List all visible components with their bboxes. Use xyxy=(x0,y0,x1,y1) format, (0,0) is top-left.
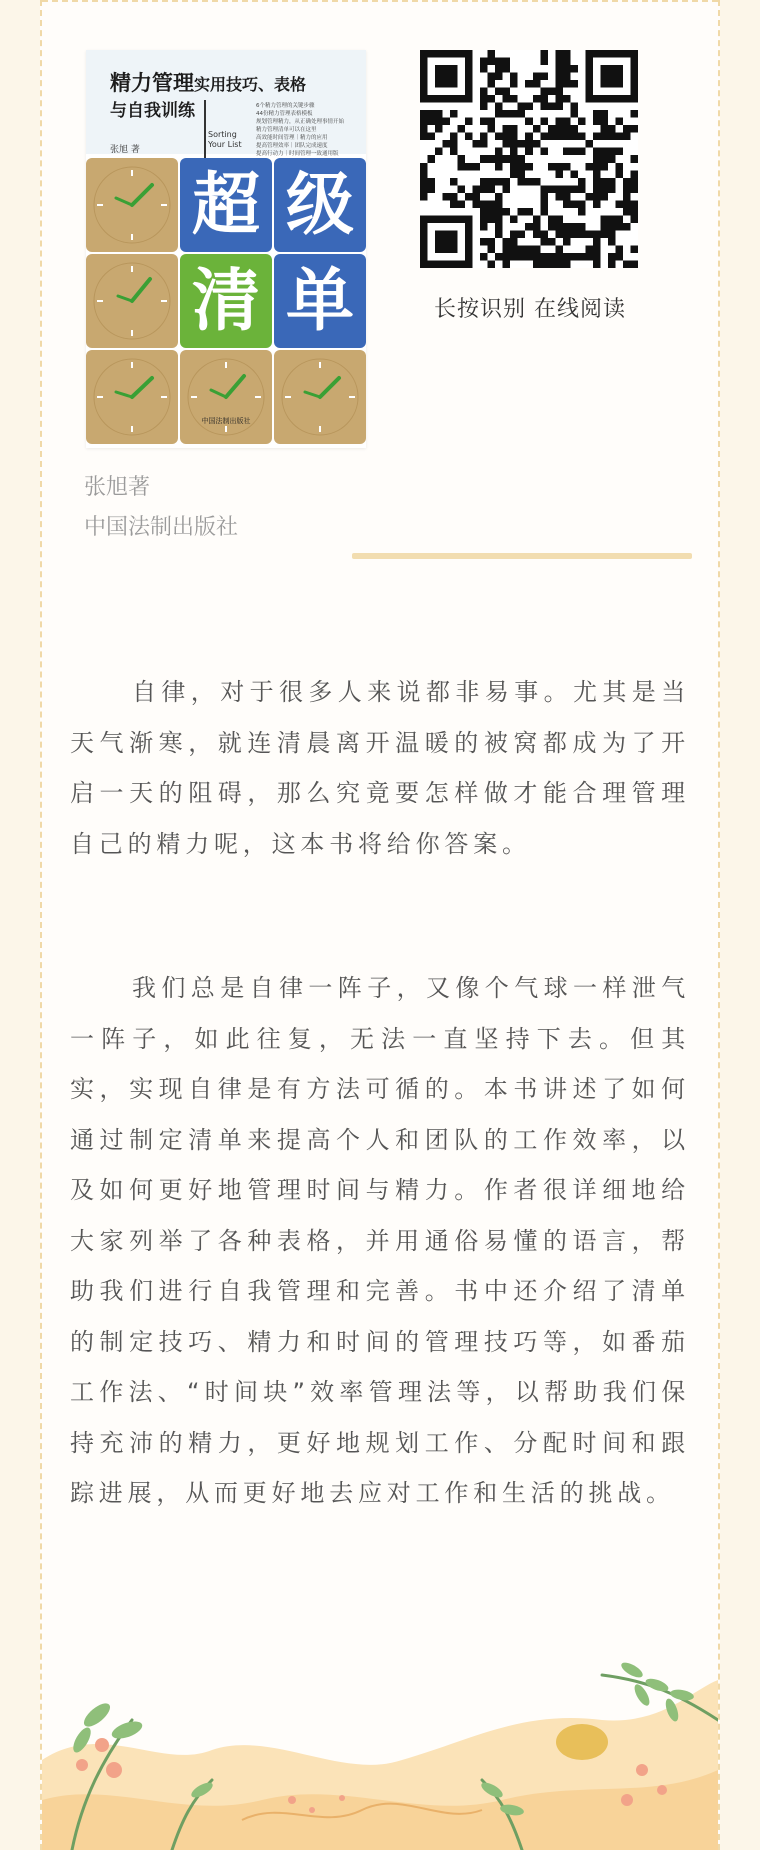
card-top-border xyxy=(42,0,718,2)
article-paragraph-2: 我们总是自律一阵子，又像个气球一样泄气一阵子，如此往复，无法一直坚持下去。但其实，实现自律是有方法可循的。本书讲述了如何通过制定清单来提高个人和团队的工作效率，以及如何更好地管理时间与精力。作者很详细地给大家列举了各种表格，并用通俗易懂的语言，帮助我们进行自我管理和完善。书中还介绍了清单的制定技巧、精力和时间的管理技巧等，如番茄工作法、“时间块”效率管理法等，以帮助我们保持充沛的精力，更好地规划工作、分配时间和跟踪进展，从而更好地去应对工作和生活的挑战。 xyxy=(70,974,690,1507)
qr-code-image[interactable] xyxy=(420,50,638,268)
cover-publisher-mark: 中国法制出版社 xyxy=(201,417,251,425)
clock-tile xyxy=(86,254,178,348)
cover-tile-grid xyxy=(86,158,366,448)
clock-tile xyxy=(274,350,366,444)
cover-char-tile: 单 xyxy=(274,254,366,348)
cover-author: 张旭 著 xyxy=(110,145,140,155)
cover-char-tile: 超 xyxy=(180,158,272,252)
book-publisher: 中国法制出版社 xyxy=(84,515,239,540)
cover-divider xyxy=(204,100,206,158)
cover-subtitle: 与自我训练 xyxy=(110,101,195,121)
cover-char-tile: 清 xyxy=(180,254,272,348)
clock-icon xyxy=(86,350,178,444)
floral-footer-decoration xyxy=(42,1650,718,1850)
clock-tile xyxy=(86,350,178,444)
book-author: 张旭著 xyxy=(84,475,151,500)
clock-icon xyxy=(180,350,272,444)
section-divider xyxy=(352,553,692,559)
cover-header xyxy=(86,50,366,157)
cover-char-tile: 级 xyxy=(274,158,366,252)
book-cover-image[interactable] xyxy=(86,50,366,448)
cover-english-title: Sorting Your List xyxy=(208,130,242,149)
clock-tile xyxy=(86,158,178,252)
article-paragraph-1: 自律，对于很多人来说都非易事。尤其是当天气渐寒，就连清晨离开温暖的被窝都成为了开启一天的阻碍，那么究竟要怎样做才能合理管理自己的精力呢，这本书将给你答案。 xyxy=(70,678,690,858)
clock-icon xyxy=(274,350,366,444)
qr-caption: 长按识别 在线阅读 xyxy=(434,297,626,322)
cover-title: 精力管理实用技巧、表格 xyxy=(110,71,307,95)
cover-notes: 6个精力管理的关键步骤 44份精力管理表格模板 规划管理精力，从正确处理事情开始 精力管理清单可以在这里 高效能时间管理｜精力的应用 提高管理效率｜团队完成速度 提高行动力｜时间管理一致通用版 xyxy=(256,103,345,157)
clock-icon xyxy=(86,158,178,252)
clock-tile xyxy=(180,350,272,444)
clock-icon xyxy=(86,254,178,348)
qr-code-icon xyxy=(420,50,638,268)
article-card xyxy=(40,0,720,1850)
